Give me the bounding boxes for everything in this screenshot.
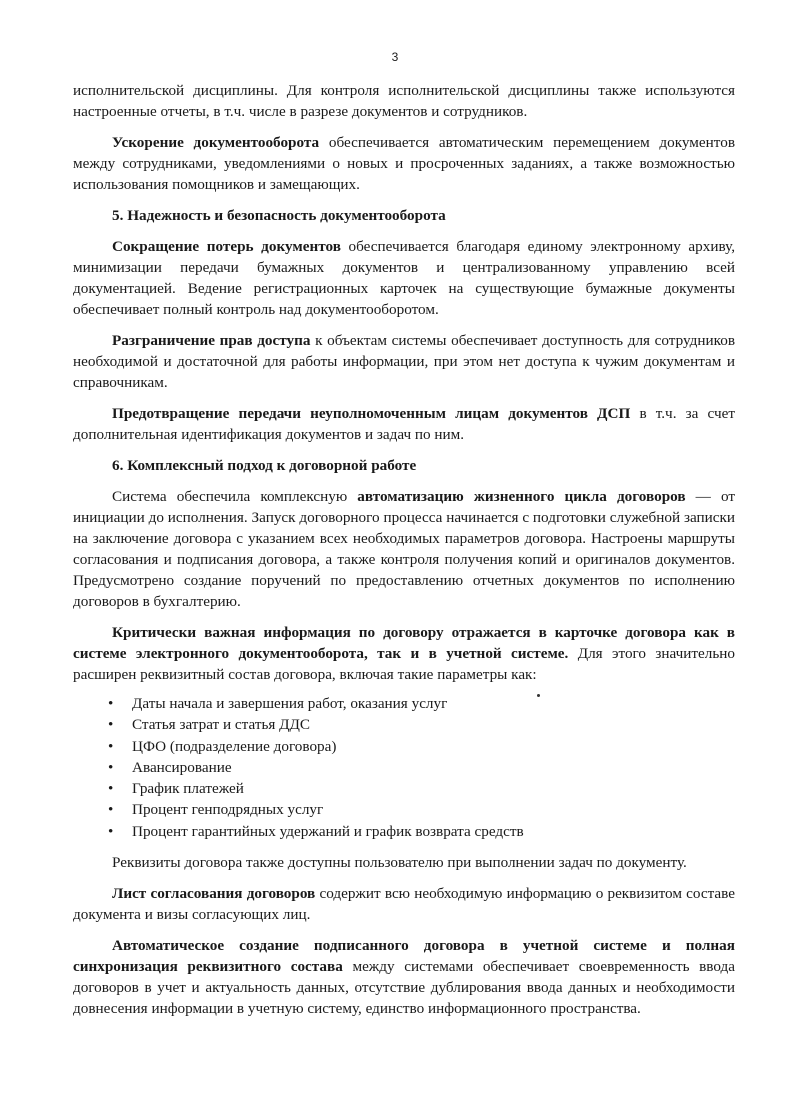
list-item: • ЦФО (подразделение договора) xyxy=(132,736,735,757)
paragraph-dsp-protection xyxy=(73,403,735,445)
paragraph-access-rights-text: к объектам системы обеспечивает доступность для сотрудников необходимой и достаточной для работы информации, при этом нет доступа к чужим документам и справочникам. xyxy=(73,332,735,391)
paragraph-loss-reduction-text: обеспечивается благодаря единому электронному архиву, минимизации передачи бумажных документов и централизованному управлению всей документацией. Ведение регистрационных карточек на существующие бумажные документы обеспечивает полный контроль над документооборотом. xyxy=(73,238,735,318)
paragraph-critical-info xyxy=(73,622,735,685)
paragraph-dsp-protection-lead: Предотвращение передачи неуполномоченным лицам документов ДСП xyxy=(112,405,631,422)
list-item: • Даты начала и завершения работ, оказания услуг xyxy=(132,693,735,714)
paragraph-approval-sheet-lead: Лист согласования договоров xyxy=(112,885,316,903)
paragraph-acceleration-text: обеспечивается автоматическим перемещением документов между сотрудниками, уведомлениями о новых и просроченных заданиях, а также возможностью использования помощников и замещающих. xyxy=(73,134,735,193)
paragraph-loss-reduction-lead: Сокращение потерь документов xyxy=(112,238,341,255)
paragraph-contract-lifecycle-pre: Система обеспечила комплексную xyxy=(112,488,358,505)
paragraph-auto-creation-lead: Автоматическое создание подписанного договора в учетной системе и полная синхронизация реквизитного состава xyxy=(73,937,735,976)
section-heading-5: 5. Надежность и безопасность документооборота xyxy=(112,207,446,224)
paragraph-auto-creation xyxy=(73,935,735,1019)
contract-parameters-list xyxy=(73,693,735,842)
document-body xyxy=(73,80,735,1029)
paragraph-dsp-protection-text: в т.ч. за счет дополнительная идентификация документов и задач по ним. xyxy=(73,405,735,443)
page-number: 3 xyxy=(391,50,399,64)
paragraph-contract-lifecycle xyxy=(73,486,735,612)
paragraph-access-rights xyxy=(73,330,735,393)
paragraph-critical-info-text: Для этого значительно расширен реквизитный состав договора, включая такие параметры как: xyxy=(73,645,735,683)
paragraph-critical-info-lead: Критически важная информация по договору отражается в карточке договора как в системе электронного документооборота, так и в учетной системе. xyxy=(73,624,735,662)
list-item: • Авансирование xyxy=(132,757,735,778)
scan-speck xyxy=(537,694,540,697)
paragraph-acceleration-lead: Ускорение документооборота xyxy=(112,134,320,151)
paragraph-requisites-availability: Реквизиты договора также доступны пользователю при выполнении задач по документу. xyxy=(112,854,687,872)
list-item: • Статья затрат и статья ДДС xyxy=(132,714,735,735)
paragraph-contract-lifecycle-lead: автоматизацию жизненного цикла договоров xyxy=(357,488,686,505)
list-item: • Процент гарантийных удержаний и график возврата средств xyxy=(132,821,735,842)
list-item: • Процент генподрядных услуг xyxy=(132,799,735,820)
paragraph-approval-sheet xyxy=(73,883,735,925)
paragraph-access-rights-lead: Разграничение прав доступа xyxy=(112,332,311,349)
paragraph-contract-lifecycle-text: — от инициации до исполнения. Запуск договорного процесса начинается с подготовки служебной записки на заключение договора с указанием всех необходимых параметров договора. Настроены маршруты согласования и подписания договора, а также контроля получения копий и оригиналов документов. Предусмотрено создание поручений по предоставлению отчетных документов по исполнению договоров в бухгалтерию. xyxy=(73,488,735,610)
paragraph-loss-reduction xyxy=(73,236,735,320)
list-item: • График платежей xyxy=(132,778,735,799)
section-heading-6: 6. Комплексный подход к договорной работе xyxy=(112,457,417,474)
paragraph-acceleration xyxy=(73,132,735,195)
paragraph-discipline-reports: исполнительской дисциплины. Для контроля исполнительской дисциплины также используются настроенные отчеты, в т.ч. числе в разрезе документов и сотрудников. xyxy=(73,82,735,120)
paragraph-approval-sheet-text: содержит всю необходимую информацию о реквизитом составе документа и визы согласующих лиц. xyxy=(73,885,735,924)
paragraph-auto-creation-text: между системами обеспечивает своевременность ввода договоров в учет и актуальность данных, отсутствие дублирования ввода данных и необходимости довнесения информации в учетную систему, единство информационного пространства. xyxy=(73,958,735,1018)
